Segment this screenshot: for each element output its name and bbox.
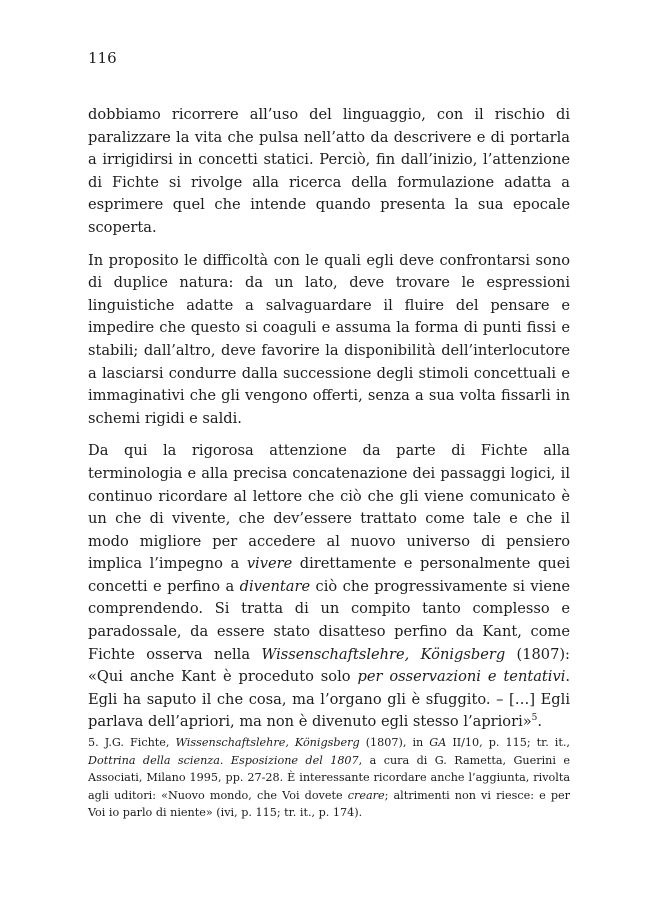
paragraph-3-text-e: . Egli ha saputo il che cosa, ma l’organo gli è sfuggito. – […] Egli parlava dell’apriori, ma non è divenuto egli stesso l’apriori» xyxy=(88,668,570,731)
footnote-emphasis-creare: creare xyxy=(347,788,385,802)
footnote-number: 5. xyxy=(88,736,99,749)
footnote-text-c: II/10, p. 115; tr. it., xyxy=(446,736,570,749)
page-number: 116 xyxy=(88,49,117,67)
footnote-text xyxy=(88,734,570,822)
paragraph-3-text-c: ciò che progressivamente si viene comprendendo. Si tratta di un compito tanto complesso e paradossale, da essere stato disatteso perfino da Kant, come Fichte osserva nella xyxy=(88,577,570,663)
paragraph-3-text-a: Da qui la rigorosa attenzione da parte di Fichte alla terminologia e alla precisa concatenazione dei passaggi logici, il continuo ricordare al lettore che ciò che gli viene comunicato è un che di vivente, che dev’essere trattato come tale e che il modo migliore per accedere al nuovo universo di pensiero implica l’impegno a xyxy=(88,442,570,573)
emphasis-quote: per osservazioni e tentativi xyxy=(357,668,566,686)
footnote-text-a: J.G. Fichte, xyxy=(98,736,176,749)
emphasis-vivere: vivere xyxy=(246,555,293,573)
footnote-ga: GA xyxy=(429,736,447,749)
paragraph-1: dobbiamo ricorrere all’uso del linguaggio, con il rischio di paralizzare la vita che pulsa nell’atto da descrivere e di portarla a irrigidirsi in concetti statici. Perciò, fin dall’inizio, l’attenzione di Fichte si rivolge alla ricerca della formulazione adatta a esprimere quel che intende quando presenta la sua epocale scoperta. xyxy=(88,106,570,236)
emphasis-diventare: diventare xyxy=(239,577,311,595)
footnote-text-b: (1807), in xyxy=(359,736,430,749)
paragraph-3-text-b: direttamente e personalmente quei concetti e perfino a xyxy=(88,555,570,595)
paragraph-3 xyxy=(88,440,570,734)
paragraph-3-text-d: (1807): «Qui anche Kant è proceduto solo xyxy=(88,645,570,686)
footnote-5 xyxy=(88,734,570,822)
paragraph-3-text-f: . xyxy=(537,713,543,731)
footnote-translation-title: Dottrina della scienza. Esposizione del 1807 xyxy=(88,753,359,767)
footnote-text-e: ; altrimenti non vi riesce: e per Voi io parlo di niente» (ivi, p. 115; tr. it., p. 174). xyxy=(88,788,571,820)
footnote-reference[interactable]: 5 xyxy=(531,713,538,724)
book-title: Wissenschaftslehre, Königsberg xyxy=(261,645,506,663)
footnote-text-d: , a cura di G. Rametta, Guerini e Associati, Milano 1995, pp. 27-28. È interessante ricordare anche l’aggiunta, rivolta agli uditori: «Nuovo mondo, che Voi dovete xyxy=(88,753,570,802)
paragraph-2: In proposito le difficoltà con le quali egli deve confrontarsi sono di duplice natura: da un lato, deve trovare le espressioni linguistiche adatte a salvaguardare il fluire del pensare e impedire che questo si coaguli e assuma la forma di punti fissi e stabili; dall’altro, deve favorire la disponibilità dell’interlocutore a lasciarsi condurre dalla successione degli stimoli concettuali e immaginativi che gli vengono offerti, senza a sua volta fissarli in schemi rigidi e saldi. xyxy=(88,251,570,427)
footnote-book-title: Wissenschaftslehre, Königsberg xyxy=(175,736,360,749)
main-text xyxy=(88,104,570,744)
